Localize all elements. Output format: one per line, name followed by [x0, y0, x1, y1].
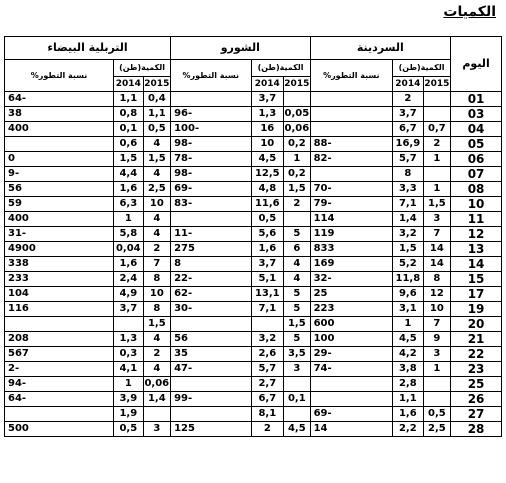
sardine-2014-cell: 1 — [393, 317, 424, 332]
sardine-2014-cell: 1,6 — [393, 407, 424, 422]
percent-header: نسبة التطور% — [310, 60, 393, 92]
sardine-2015-cell — [423, 392, 450, 407]
chourou-2015-cell: 3,5 — [284, 347, 310, 362]
sardine-percent-cell: -70 — [310, 182, 393, 197]
chourou-2014-cell: 1,6 — [251, 242, 284, 257]
chourou-2015-cell: 1,5 — [284, 317, 310, 332]
year-header: 2015 — [143, 77, 170, 92]
white-trible-percent-cell: -31 — [5, 227, 114, 242]
table-row — [5, 287, 502, 302]
sardine-percent-cell: 100 — [310, 332, 393, 347]
sardine-2014-cell: 3,8 — [393, 362, 424, 377]
white-trible-percent-cell: -64 — [5, 92, 114, 107]
sardine-2015-cell: 2 — [423, 137, 450, 152]
day-cell: 05 — [451, 137, 502, 152]
table-row — [5, 362, 502, 377]
sardine-2015-cell: 0,7 — [423, 122, 450, 137]
sardine-percent-cell: -79 — [310, 197, 393, 212]
sardine-2015-cell: 1 — [423, 182, 450, 197]
sardine-percent-cell: 600 — [310, 317, 393, 332]
table-row — [5, 107, 502, 122]
chourou-2014-cell: 5,7 — [251, 362, 284, 377]
white-trible-2014-cell: 4,4 — [114, 167, 144, 182]
table-row — [5, 332, 502, 347]
white-trible-2015-cell: 4 — [143, 227, 170, 242]
sardine-percent-cell — [310, 92, 393, 107]
day-cell: 06 — [451, 152, 502, 167]
sardine-2014-cell: 1,5 — [393, 242, 424, 257]
chourou-2014-cell: 2,7 — [251, 377, 284, 392]
chourou-percent-cell: -98 — [171, 137, 251, 152]
sardine-2015-cell: 2,5 — [423, 422, 450, 437]
day-cell: 13 — [451, 242, 502, 257]
table-row — [5, 347, 502, 362]
sardine-2015-cell — [423, 167, 450, 182]
chourou-2014-cell: 16 — [251, 122, 284, 137]
table-row — [5, 422, 502, 437]
table-row — [5, 122, 502, 137]
white-trible-2015-cell — [143, 407, 170, 422]
sardine-percent-cell: 833 — [310, 242, 393, 257]
table-row — [5, 392, 502, 407]
white-trible-2015-cell: 1,1 — [143, 107, 170, 122]
sardine-2014-cell: 3,3 — [393, 182, 424, 197]
white-trible-percent-cell: -9 — [5, 167, 114, 182]
chourou-percent-cell: -30 — [171, 302, 251, 317]
white-trible-2014-cell: 1,1 — [114, 92, 144, 107]
sardine-2015-cell: 10 — [423, 302, 450, 317]
chourou-2015-cell: 0,1 — [284, 392, 310, 407]
white-trible-2015-cell: 4 — [143, 362, 170, 377]
white-trible-percent-cell: 500 — [5, 422, 114, 437]
sardine-2014-cell: 3,2 — [393, 227, 424, 242]
day-cell: 19 — [451, 302, 502, 317]
day-cell: 15 — [451, 272, 502, 287]
chourou-2015-cell — [284, 92, 310, 107]
chourou-2015-cell: 5 — [284, 332, 310, 347]
chourou-2014-cell: 8,1 — [251, 407, 284, 422]
white-trible-percent-cell: -64 — [5, 392, 114, 407]
white-trible-2014-cell: 1,9 — [114, 407, 144, 422]
white-trible-2015-cell: 7 — [143, 257, 170, 272]
sardine-percent-cell: -88 — [310, 137, 393, 152]
sardine-2014-cell: 3,7 — [393, 107, 424, 122]
white-trible-2014-cell: 0,3 — [114, 347, 144, 362]
sardine-2015-cell — [423, 107, 450, 122]
white-trible-2015-cell: 0,4 — [143, 92, 170, 107]
sardine-2015-cell: 0,5 — [423, 407, 450, 422]
year-header: 2015 — [423, 77, 450, 92]
chourou-2015-cell: 6 — [284, 242, 310, 257]
chourou-2015-cell: 0,05 — [284, 107, 310, 122]
percent-header: نسبة التطور% — [5, 60, 114, 92]
white-trible-2015-cell: 3 — [143, 422, 170, 437]
chourou-2015-cell: 1 — [284, 152, 310, 167]
year-header: 2015 — [284, 77, 310, 92]
white-trible-2014-cell: 1,6 — [114, 182, 144, 197]
chourou-2015-cell: 0,06 — [284, 122, 310, 137]
white-trible-2015-cell: 10 — [143, 197, 170, 212]
year-header: 2014 — [393, 77, 424, 92]
percent-header: نسبة التطور% — [171, 60, 251, 92]
white-trible-2014-cell: 0,1 — [114, 122, 144, 137]
sardine-percent-cell: -74 — [310, 362, 393, 377]
day-cell: 26 — [451, 392, 502, 407]
sardine-percent-cell — [310, 107, 393, 122]
chourou-percent-cell — [171, 92, 251, 107]
chourou-percent-cell — [171, 407, 251, 422]
white-trible-percent-cell: 116 — [5, 302, 114, 317]
year-header: 2014 — [251, 77, 284, 92]
table-row — [5, 182, 502, 197]
day-cell: 10 — [451, 197, 502, 212]
day-cell: 07 — [451, 167, 502, 182]
sardine-2014-cell: 4,5 — [393, 332, 424, 347]
chourou-percent-cell — [171, 212, 251, 227]
quantity-header: الكمية(طن) — [393, 60, 451, 77]
sardine-2014-cell: 11,8 — [393, 272, 424, 287]
day-cell: 22 — [451, 347, 502, 362]
white-trible-2015-cell: 1,4 — [143, 392, 170, 407]
chourou-2015-cell: 4 — [284, 272, 310, 287]
chourou-percent-cell: -96 — [171, 107, 251, 122]
chourou-percent-cell: -83 — [171, 197, 251, 212]
day-cell: 25 — [451, 377, 502, 392]
white-trible-2014-cell: 4,9 — [114, 287, 144, 302]
quantity-header: الكمية(طن) — [114, 60, 171, 77]
sardine-percent-cell: 169 — [310, 257, 393, 272]
white-trible-percent-cell: 233 — [5, 272, 114, 287]
chourou-2014-cell: 7,1 — [251, 302, 284, 317]
sardine-2015-cell: 1 — [423, 362, 450, 377]
white-trible-percent-cell: 338 — [5, 257, 114, 272]
white-trible-2015-cell: 2 — [143, 242, 170, 257]
white-trible-2015-cell: 0,06 — [143, 377, 170, 392]
chourou-2014-cell: 1,3 — [251, 107, 284, 122]
sardine-2014-cell: 1,1 — [393, 392, 424, 407]
sardine-percent-cell: -82 — [310, 152, 393, 167]
table-row — [5, 377, 502, 392]
sardine-2015-cell: 7 — [423, 227, 450, 242]
day-cell: 04 — [451, 122, 502, 137]
white-trible-2015-cell: 2,5 — [143, 182, 170, 197]
chourou-2014-cell: 12,5 — [251, 167, 284, 182]
chourou-2014-cell: 6,7 — [251, 392, 284, 407]
sardine-2015-cell: 3 — [423, 347, 450, 362]
day-cell: 21 — [451, 332, 502, 347]
table-row — [5, 92, 502, 107]
sardine-2015-cell: 3 — [423, 212, 450, 227]
white-trible-2014-cell: 5,8 — [114, 227, 144, 242]
white-trible-2014-cell: 6,3 — [114, 197, 144, 212]
sardine-2015-cell — [423, 92, 450, 107]
sardine-2014-cell: 2 — [393, 92, 424, 107]
sardine-percent-cell: 14 — [310, 422, 393, 437]
table-row — [5, 317, 502, 332]
day-header: اليوم — [451, 37, 502, 92]
sardine-2015-cell: 1 — [423, 152, 450, 167]
sardine-2014-cell: 8 — [393, 167, 424, 182]
chourou-2014-cell: 4,5 — [251, 152, 284, 167]
chourou-2015-cell — [284, 407, 310, 422]
day-cell: 20 — [451, 317, 502, 332]
white-trible-percent-cell: -94 — [5, 377, 114, 392]
sardine-2014-cell: 5,7 — [393, 152, 424, 167]
chourou-2015-cell: 3 — [284, 362, 310, 377]
white-trible-2014-cell — [114, 317, 144, 332]
white-trible-2014-cell: 2,4 — [114, 272, 144, 287]
chourou-percent-cell: 275 — [171, 242, 251, 257]
white-trible-percent-cell: 4900 — [5, 242, 114, 257]
chourou-2014-cell: 2,6 — [251, 347, 284, 362]
day-cell: 28 — [451, 422, 502, 437]
white-trible-percent-cell — [5, 317, 114, 332]
white-trible-percent-cell — [5, 137, 114, 152]
white-trible-2015-cell: 4 — [143, 137, 170, 152]
chourou-2014-cell: 13,1 — [251, 287, 284, 302]
table-row — [5, 242, 502, 257]
day-cell: 23 — [451, 362, 502, 377]
white-trible-percent-cell: 38 — [5, 107, 114, 122]
white-trible-2014-cell: 0,5 — [114, 422, 144, 437]
sardine-2015-cell: 14 — [423, 257, 450, 272]
chourou-2014-cell: 2 — [251, 422, 284, 437]
day-cell: 11 — [451, 212, 502, 227]
chourou-2015-cell: 5 — [284, 227, 310, 242]
sardine-percent-cell: -29 — [310, 347, 393, 362]
sardine-2014-cell: 16,9 — [393, 137, 424, 152]
table-row — [5, 167, 502, 182]
table-row — [5, 197, 502, 212]
table-row — [5, 272, 502, 287]
chourou-percent-cell: 56 — [171, 332, 251, 347]
day-cell: 01 — [451, 92, 502, 107]
group-header-white-trible: التربلية البيضاء — [5, 37, 171, 60]
chourou-2014-cell — [251, 317, 284, 332]
table-row — [5, 257, 502, 272]
chourou-2015-cell: 1,5 — [284, 182, 310, 197]
quantities-table — [4, 36, 502, 437]
white-trible-2015-cell: 4 — [143, 212, 170, 227]
white-trible-percent-cell: 104 — [5, 287, 114, 302]
white-trible-2014-cell: 0,04 — [114, 242, 144, 257]
year-header: 2014 — [114, 77, 144, 92]
sardine-percent-cell — [310, 167, 393, 182]
chourou-2015-cell: 4,5 — [284, 422, 310, 437]
sardine-2015-cell — [423, 377, 450, 392]
sardine-percent-cell: 114 — [310, 212, 393, 227]
white-trible-2015-cell: 0,5 — [143, 122, 170, 137]
chourou-percent-cell: -47 — [171, 362, 251, 377]
sardine-percent-cell: -32 — [310, 272, 393, 287]
chourou-2014-cell: 5,1 — [251, 272, 284, 287]
sardine-percent-cell — [310, 377, 393, 392]
white-trible-percent-cell: 0 — [5, 152, 114, 167]
sardine-2014-cell: 5,2 — [393, 257, 424, 272]
white-trible-percent-cell: 59 — [5, 197, 114, 212]
chourou-percent-cell: 125 — [171, 422, 251, 437]
sardine-2015-cell: 12 — [423, 287, 450, 302]
sardine-2014-cell: 3,1 — [393, 302, 424, 317]
chourou-percent-cell: -11 — [171, 227, 251, 242]
page-title: الكميات — [443, 4, 496, 20]
white-trible-2015-cell: 8 — [143, 272, 170, 287]
white-trible-2014-cell: 1,5 — [114, 152, 144, 167]
chourou-percent-cell: 35 — [171, 347, 251, 362]
day-cell: 12 — [451, 227, 502, 242]
chourou-2014-cell: 5,6 — [251, 227, 284, 242]
white-trible-2014-cell: 4,1 — [114, 362, 144, 377]
table-row — [5, 302, 502, 317]
chourou-percent-cell: -62 — [171, 287, 251, 302]
table-row — [5, 137, 502, 152]
white-trible-2014-cell: 0,8 — [114, 107, 144, 122]
white-trible-percent-cell: 400 — [5, 212, 114, 227]
sardine-2014-cell: 1,4 — [393, 212, 424, 227]
chourou-percent-cell — [171, 377, 251, 392]
chourou-2015-cell — [284, 377, 310, 392]
chourou-2015-cell: 5 — [284, 302, 310, 317]
sardine-percent-cell: 223 — [310, 302, 393, 317]
table-row — [5, 227, 502, 242]
chourou-2014-cell: 4,8 — [251, 182, 284, 197]
sardine-2014-cell: 9,6 — [393, 287, 424, 302]
chourou-percent-cell: -99 — [171, 392, 251, 407]
day-cell: 08 — [451, 182, 502, 197]
white-trible-percent-cell: 56 — [5, 182, 114, 197]
sardine-2015-cell: 9 — [423, 332, 450, 347]
chourou-2014-cell: 3,7 — [251, 92, 284, 107]
chourou-2014-cell: 3,7 — [251, 257, 284, 272]
chourou-2015-cell: 5 — [284, 287, 310, 302]
day-cell: 03 — [451, 107, 502, 122]
white-trible-percent-cell: 208 — [5, 332, 114, 347]
sardine-2014-cell: 6,7 — [393, 122, 424, 137]
chourou-2015-cell: 4 — [284, 257, 310, 272]
sardine-2014-cell: 2,2 — [393, 422, 424, 437]
chourou-2014-cell: 11,6 — [251, 197, 284, 212]
white-trible-2015-cell: 1,5 — [143, 317, 170, 332]
table-row — [5, 212, 502, 227]
white-trible-2014-cell: 0,6 — [114, 137, 144, 152]
sardine-2014-cell: 4,2 — [393, 347, 424, 362]
white-trible-2014-cell: 3,7 — [114, 302, 144, 317]
white-trible-2015-cell: 10 — [143, 287, 170, 302]
chourou-2014-cell: 10 — [251, 137, 284, 152]
sardine-percent-cell — [310, 122, 393, 137]
sardine-percent-cell: 25 — [310, 287, 393, 302]
white-trible-2015-cell: 2 — [143, 347, 170, 362]
table-body — [5, 92, 502, 437]
white-trible-2014-cell: 1 — [114, 212, 144, 227]
white-trible-2015-cell: 4 — [143, 167, 170, 182]
sardine-2014-cell: 2,8 — [393, 377, 424, 392]
chourou-percent-cell: -69 — [171, 182, 251, 197]
chourou-percent-cell: 8 — [171, 257, 251, 272]
chourou-percent-cell: -22 — [171, 272, 251, 287]
chourou-percent-cell: -78 — [171, 152, 251, 167]
chourou-2015-cell: 0,2 — [284, 137, 310, 152]
day-cell: 14 — [451, 257, 502, 272]
white-trible-percent-cell: 400 — [5, 122, 114, 137]
white-trible-2014-cell: 1,6 — [114, 257, 144, 272]
group-header-chourou: الشورو — [171, 37, 311, 60]
chourou-percent-cell: -98 — [171, 167, 251, 182]
white-trible-2014-cell: 1,3 — [114, 332, 144, 347]
sardine-percent-cell: 119 — [310, 227, 393, 242]
day-cell: 17 — [451, 287, 502, 302]
sardine-2014-cell: 7,1 — [393, 197, 424, 212]
table-row — [5, 407, 502, 422]
chourou-2015-cell — [284, 212, 310, 227]
white-trible-percent-cell: -2 — [5, 362, 114, 377]
white-trible-2014-cell: 3,9 — [114, 392, 144, 407]
sardine-2015-cell: 1,5 — [423, 197, 450, 212]
sardine-percent-cell — [310, 392, 393, 407]
sardine-2015-cell: 8 — [423, 272, 450, 287]
white-trible-percent-cell: 567 — [5, 347, 114, 362]
chourou-2014-cell: 3,2 — [251, 332, 284, 347]
chourou-percent-cell — [171, 317, 251, 332]
quantity-header: الكمية(طن) — [251, 60, 310, 77]
sardine-percent-cell: -69 — [310, 407, 393, 422]
white-trible-2015-cell: 4 — [143, 332, 170, 347]
day-cell: 27 — [451, 407, 502, 422]
white-trible-percent-cell — [5, 407, 114, 422]
sardine-2015-cell: 7 — [423, 317, 450, 332]
group-header-sardine: السردينة — [310, 37, 451, 60]
white-trible-2015-cell: 1,5 — [143, 152, 170, 167]
chourou-percent-cell: -100 — [171, 122, 251, 137]
chourou-2014-cell: 0,5 — [251, 212, 284, 227]
sardine-2015-cell: 14 — [423, 242, 450, 257]
table-row — [5, 152, 502, 167]
chourou-2015-cell: 2 — [284, 197, 310, 212]
chourou-2015-cell: 0,2 — [284, 167, 310, 182]
white-trible-2014-cell: 1 — [114, 377, 144, 392]
white-trible-2015-cell: 8 — [143, 302, 170, 317]
